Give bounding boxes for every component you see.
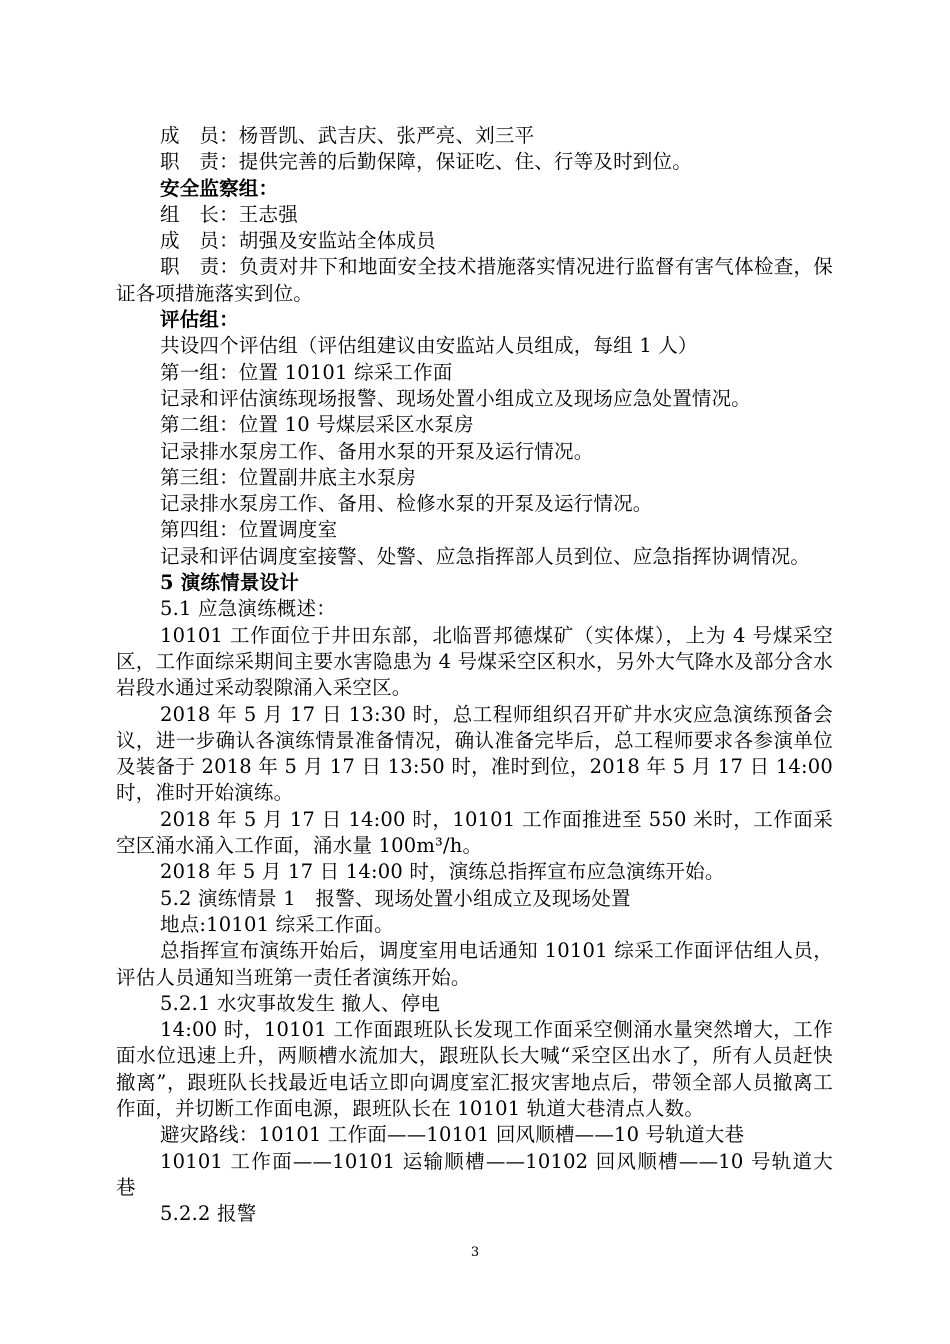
- paragraph-29: 10101 工作面——10101 运输顺槽——10102 回风顺槽——10 号轨道大巷: [116, 1149, 833, 1199]
- paragraph-18: 5.1 应急演练概述：: [160, 597, 336, 621]
- paragraph-28: 避灾路线：10101 工作面——10101 回风顺槽——10 号轨道大巷: [160, 1123, 745, 1147]
- paragraph-8: 共设四个评估组（评估组建议由安监站人员组成，每组 1 人）: [160, 334, 698, 358]
- paragraph-25: 总指挥宣布演练开始后，调度室用电话通知 10101 综采工作面评估组人员，评估人员通知当班第一责任者演练开始。: [116, 939, 833, 989]
- paragraph-23: 5.2 演练情景 1 报警、现场处置小组成立及现场处置: [160, 886, 631, 910]
- section-heading-evaluation: 评估组：: [160, 308, 239, 332]
- section-heading-safety: 安全监察组：: [160, 176, 279, 200]
- document-body: [116, 123, 833, 1227]
- paragraph-26: 5.2.1 水灾事故发生 撤人、停电: [160, 991, 441, 1015]
- paragraph-24: 地点:10101 综采工作面。: [160, 912, 394, 936]
- paragraph-15: 第四组：位置调度室: [160, 518, 338, 542]
- paragraph-19: 10101 工作面位于井田东部，北临晋邦德煤矿（实体煤），上为 4 号煤采空区，工作面综采期间主要水害隐患为 4 号煤采空区积水，另外大气降水及部分含水岩段水通过采动裂隙涌入采空区。: [116, 623, 833, 700]
- paragraph-22: 2018 年 5 月 17 日 14:00 时，演练总指挥宣布应急演练开始。: [160, 860, 725, 884]
- paragraph-5: 成 员：胡强及安监站全体成员: [160, 229, 436, 253]
- paragraph-27: 14:00 时，10101 工作面跟班队长发现工作面采空侧涌水量突然增大，工作面水位迅速上升，两顺槽水流加大，跟班队长大喊“采空区出水了，所有人员赶快撤离”，跟班队长找最近电话立即向调度室汇报灾害地点后，带领全部人员撤离工作面，并切断工作面电源，跟班队长在 10101 轨道大巷清点人数。: [116, 1018, 833, 1120]
- paragraph-9: 第一组：位置 10101 综采工作面: [160, 360, 453, 384]
- paragraph-1: 成 员：杨晋凯、武吉庆、张严亮、刘三平: [160, 124, 535, 147]
- paragraph-14: 记录排水泵房工作、备用、检修水泵的开泵及运行情况。: [160, 492, 653, 516]
- paragraph-21: 2018 年 5 月 17 日 14:00 时，10101 工作面推进至 550 米时，工作面采空区涌水涌入工作面，涌水量 100m³/h。: [116, 807, 833, 858]
- paragraph-4: 组 长：王志强: [160, 202, 298, 226]
- paragraph-12: 记录排水泵房工作、备用水泵的开泵及运行情况。: [160, 439, 594, 463]
- paragraph-16: 记录和评估调度室接警、处警、应急指挥部人员到位、应急指挥协调情况。: [160, 544, 811, 568]
- paragraph-6: 职 责：负责对井下和地面安全技术措施落实情况进行监督有害气体检查，保证各项措施落实到位。: [116, 255, 833, 305]
- paragraph-30: 5.2.2 报警: [160, 1202, 257, 1226]
- paragraph-10: 记录和评估演练现场报警、现场处置小组成立及现场应急处置情况。: [160, 386, 752, 410]
- paragraph-13: 第三组：位置副井底主水泵房: [160, 465, 417, 489]
- paragraph-2: 职 责：提供完善的后勤保障，保证吃、住、行等及时到位。: [160, 150, 692, 174]
- paragraph-11: 第二组：位置 10 号煤层采区水泵房: [160, 413, 474, 437]
- page-number: 3: [470, 1245, 480, 1260]
- section-heading-5: 5 演练情景设计: [160, 571, 299, 595]
- paragraph-20: 2018 年 5 月 17 日 13:30 时，总工程师组织召开矿井水灾应急演练预备会议，进一步确认各演练情景准备情况，确认准备完毕后，总工程师要求各参演单位及装备于 2018 年 5 月 17 日 13:50 时，准时到位，2018 年 5 月 17 日 14:00 时，准时开始演练。: [116, 702, 833, 805]
